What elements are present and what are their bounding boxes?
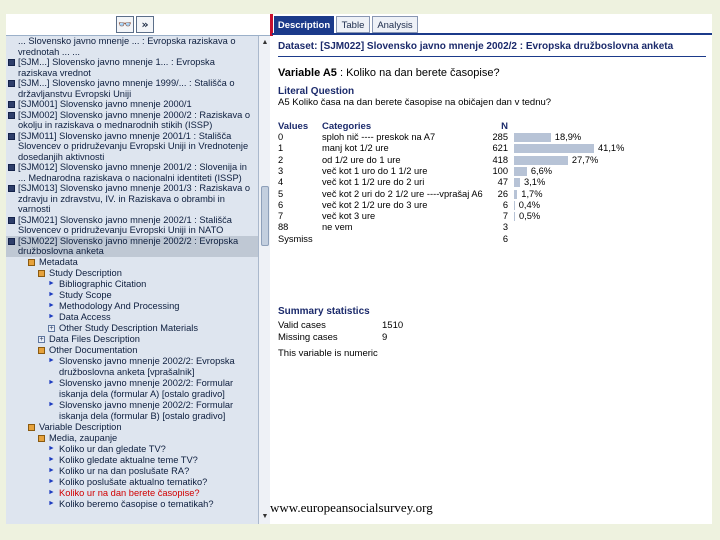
row-value: 0 (278, 132, 284, 142)
tree-node-label: Other Study Description Materials (59, 322, 198, 333)
arrow-icon: ► (48, 400, 55, 408)
row-value: 7 (278, 211, 284, 222)
tree-node[interactable] (6, 488, 258, 499)
folder-icon (38, 435, 45, 442)
row-percent: 18,9% (554, 132, 582, 142)
arrow-icon: ► (48, 301, 55, 309)
tree-study-label: [SJM...] Slovensko javno mnenje 1... : Evropska raziskava vrednot (18, 57, 215, 78)
row-value: 3 (278, 165, 284, 176)
tree-node-label: Koliko ur dan gledate TV? (59, 443, 166, 454)
tree-node-label: Methodology And Processing (59, 300, 180, 311)
arrow-icon: ► (48, 455, 55, 463)
tab-analysis[interactable]: Analysis (372, 16, 418, 33)
tree-node[interactable] (6, 433, 258, 444)
row-percent: 0,4% (518, 199, 540, 210)
row-n: 6 (502, 199, 508, 210)
literal-question-text: A5 Koliko časa na dan berete časopise na običajen dan v tednu? (278, 97, 552, 108)
folder-icon (38, 347, 45, 354)
row-category: manj kot 1/2 ure (322, 143, 389, 154)
study-grid-icon (8, 112, 15, 119)
arrow-icon: ► (48, 378, 55, 386)
row-n: 6 (502, 233, 508, 244)
tree-study-item[interactable] (6, 131, 258, 163)
tree-node[interactable] (6, 268, 258, 279)
tree-node-label: Study Scope (59, 289, 112, 300)
arrow-icon: ► (48, 312, 55, 320)
numeric-note: This variable is numeric (278, 348, 378, 359)
slide-right-band (712, 0, 720, 540)
study-grid-icon (8, 185, 15, 192)
header-categories: Categories (322, 121, 372, 132)
tree-node[interactable] (6, 422, 258, 433)
row-n: 47 (497, 177, 508, 188)
study-grid-icon (8, 238, 15, 245)
tree-node[interactable] (6, 334, 258, 345)
tree-node[interactable] (6, 499, 258, 510)
row-category: več kot 2 uri do 2 1/2 ure ----vprašaj A6 (322, 188, 483, 199)
variable-label: Variable A5 (278, 67, 337, 79)
scroll-down-arrow-icon[interactable]: ▼ (261, 513, 269, 520)
footer-url: www.europeansocialsurvey.org (270, 500, 433, 515)
scroll-up-arrow-icon[interactable]: ▲ (261, 39, 269, 46)
tab-underline (272, 33, 712, 35)
tree-node-label: Slovensko javno mnenje 2002/2: Formular (59, 399, 234, 410)
folder-icon (28, 259, 35, 266)
row-percent: 41,1% (598, 143, 625, 154)
frequency-bar (514, 133, 551, 142)
row-category: ne vem (322, 222, 353, 233)
literal-question-heading: Literal Question (278, 86, 355, 97)
row-category: več kot 1 uro do 1 1/2 ure (322, 165, 428, 176)
row-category: sploh nič ---- preskok na A7 (322, 132, 436, 142)
tree-node[interactable] (6, 312, 258, 323)
row-value: Sysmiss (278, 233, 313, 244)
tree-scrollbar[interactable] (258, 36, 270, 524)
tree-node[interactable] (6, 301, 258, 312)
study-grid-icon (8, 80, 15, 87)
tree-study-label: [SJM002] Slovensko javno mnenje 2000/2 : Raziskava o okolju in raziskava o mednarodnih stikih (ISSP) (18, 109, 251, 130)
frequency-row (278, 234, 708, 245)
tree-node-label: Koliko beremo časopise o tematikah? (59, 498, 214, 509)
frequency-row (278, 222, 708, 233)
arrow-icon: ► (48, 290, 55, 298)
frequency-bar (514, 156, 568, 165)
row-n: 285 (492, 132, 508, 142)
arrow-icon: ► (48, 356, 55, 364)
plus-icon[interactable]: + (39, 335, 44, 343)
frequency-bar (514, 167, 527, 176)
tree-node[interactable] (6, 466, 258, 477)
row-value: 1 (278, 143, 284, 154)
tree-study-label: [SJM021] Slovensko javno mnenje 2002/1 : Stališča Slovencev o pridruževanju Evropski Uniji in NATO (18, 214, 232, 235)
tree-study-item[interactable] (6, 162, 258, 183)
tree-study-item[interactable] (6, 215, 258, 236)
frequency-row (278, 200, 708, 211)
tree-study-label: ... Slovensko javno mnenje ... : Evropska raziskava o vrednotah ... ... (18, 36, 236, 57)
row-n: 7 (502, 211, 508, 222)
frequency-table-header (278, 121, 708, 132)
summary-label: Valid cases (278, 320, 326, 331)
study-list (6, 36, 258, 257)
row-n: 100 (492, 165, 508, 176)
frequency-bar (514, 212, 515, 221)
summary-row (278, 320, 478, 331)
tree-node-label: Koliko gledate aktualne teme TV? (59, 454, 198, 465)
plus-icon[interactable]: + (49, 324, 54, 332)
study-grid-icon (8, 101, 15, 108)
tree-node-label: Other Documentation (49, 344, 138, 355)
frequency-row (278, 132, 708, 143)
tree-node-label: Data Access (59, 311, 111, 322)
tree-node-label: Media, zaupanje (49, 432, 118, 443)
row-category: več kot 1 1/2 ure do 2 uri (322, 177, 425, 188)
tree-node-label: Koliko ur na dan poslušate RA? (59, 465, 190, 476)
arrow-icon: ► (48, 444, 55, 452)
binoculars-icon[interactable]: 👓 (116, 16, 134, 33)
arrow-icon: ► (48, 499, 55, 507)
tree-study-item[interactable] (6, 99, 258, 110)
summary-value: 9 (382, 332, 388, 343)
row-value: 5 (278, 188, 284, 199)
frequency-row (278, 143, 708, 154)
row-n: 621 (492, 143, 508, 154)
header-values: Values (278, 121, 309, 132)
frequency-bar (514, 201, 515, 210)
scroll-thumb[interactable] (261, 186, 269, 246)
tab-description[interactable]: Description (274, 16, 334, 33)
tree-node-label: iskanja dela (formular B) [ostalo gradivo] (59, 410, 226, 421)
study-grid-icon (8, 133, 15, 140)
tree-study-label: [SJM001] Slovensko javno mnenje 2000/1 (18, 99, 192, 109)
frequency-row (278, 177, 708, 188)
row-percent: 3,1% (524, 177, 546, 188)
tree-node[interactable] (6, 378, 258, 389)
tree-node[interactable] (6, 444, 258, 455)
row-n: 418 (492, 154, 508, 165)
tree-node-label: Koliko ur na dan berete časopise? (59, 487, 200, 498)
row-value: 88 (278, 222, 289, 233)
tree-study-item[interactable] (6, 183, 258, 215)
summary-row (278, 332, 478, 343)
study-grid-icon (8, 217, 15, 224)
folder-icon (28, 424, 35, 431)
study-tree-pane (6, 36, 258, 524)
tree-node[interactable] (6, 290, 258, 301)
arrow-icon: ► (48, 466, 55, 474)
frequency-row (278, 189, 708, 200)
tree-study-item[interactable] (6, 57, 258, 78)
row-category: več kot 3 ure (322, 211, 376, 222)
tree-study-label: [SJM...] Slovensko javno mnenje 1999/... : Stališča o državljanstvu Evropski Uniji (18, 78, 235, 99)
row-value: 4 (278, 177, 284, 188)
divider (278, 56, 706, 57)
row-n: 3 (502, 222, 508, 233)
variable-description-panel (274, 36, 712, 524)
tree-node-label: Data Files Description (49, 333, 140, 344)
dataset-title: Dataset: [SJM022] Slovensko javno mnenje 2002/2 : Evropska družboslovna anketa (278, 41, 674, 52)
tree-study-label: [SJM011] Slovensko javno mnenje 2001/1 : Stališča Slovencev o pridruževanju Evropski Uniji in Vrednotenje dosedanjih aktivnosti (18, 130, 249, 162)
tree-node-label: Slovensko javno mnenje 2002/2: Formular (59, 377, 234, 388)
tab-table[interactable]: Table (336, 16, 370, 33)
tree-node[interactable] (6, 367, 258, 378)
tree-study-label: [SJM013] Slovensko javno mnenje 2001/3 : Raziskava o zdravju in zdravstvu, IV. in Raziskava o obrambi in varnosti (18, 183, 251, 214)
tree-node[interactable] (6, 400, 258, 411)
frequency-row (278, 166, 708, 177)
tree-node-label: Metadata (39, 256, 78, 267)
tree-study-label: [SJM012] Slovensko javno mnenje 2001/2 : Slovenija in ... Mednarodna raziskava o nacionalni identiteti (ISSP) (18, 162, 247, 183)
tree-study-item[interactable] (6, 236, 258, 257)
tree-node[interactable] (6, 257, 258, 268)
row-value: 6 (278, 199, 284, 210)
tree-node-label: iskanja dela (formular A) [ostalo gradivo] (59, 388, 225, 399)
row-percent: 0,5% (518, 211, 541, 222)
arrow-icon: ► (48, 477, 55, 485)
row-percent: 6,6% (530, 165, 553, 176)
arrow-icon: ► (48, 279, 55, 287)
frequency-bar (514, 178, 520, 187)
summary-heading: Summary statistics (278, 306, 370, 317)
tree-node[interactable] (6, 411, 258, 422)
variable-title (278, 67, 500, 79)
row-percent: 1,7% (521, 188, 543, 199)
frequency-bar (514, 190, 517, 199)
slide-bottom-band (0, 524, 720, 540)
tree-node-label: Variable Description (39, 421, 122, 432)
study-grid-icon (8, 164, 15, 171)
tree-node-label: Study Description (49, 267, 122, 278)
folder-icon (38, 270, 45, 277)
frequency-row (278, 211, 708, 222)
tree-node[interactable] (6, 279, 258, 290)
tree-study-item[interactable] (6, 110, 258, 131)
header-n: N (501, 121, 508, 132)
tree-node-label: Slovensko javno mnenje 2002/2: Evropska (59, 355, 235, 366)
tree-node[interactable] (6, 345, 258, 356)
tree-study-item[interactable] (6, 36, 258, 57)
tree-node[interactable] (6, 323, 258, 334)
frequency-row (278, 155, 708, 166)
row-percent: 27,7% (571, 154, 599, 165)
tree-node[interactable] (6, 455, 258, 466)
tree-node-label: Bibliographic Citation (59, 278, 147, 289)
tree-node[interactable] (6, 477, 258, 488)
tree-node[interactable] (6, 356, 258, 367)
row-n: 26 (497, 188, 508, 199)
row-value: 2 (278, 154, 284, 165)
row-category: od 1/2 ure do 1 ure (322, 154, 401, 165)
row-category: več kot 2 1/2 ure do 3 ure (322, 199, 428, 210)
tree-node-label: Koliko poslušate aktualno tematiko? (59, 476, 208, 487)
tree-study-item[interactable] (6, 78, 258, 99)
tree-node-label: družboslovna anketa [vprašalnik] (59, 366, 195, 377)
study-grid-icon (8, 59, 15, 66)
summary-value: 1510 (382, 320, 404, 331)
study-node-tree (6, 257, 258, 510)
arrow-icon: ► (48, 488, 55, 496)
tree-toolbar (6, 14, 270, 36)
tree-study-label: [SJM022] Slovensko javno mnenje 2002/2 : Evropska družboslovna anketa (18, 235, 239, 256)
tree-node[interactable] (6, 389, 258, 400)
double-chevron-right-icon[interactable]: » (136, 16, 154, 33)
frequency-bar (514, 144, 594, 153)
summary-label: Missing cases (278, 332, 338, 343)
variable-question: : Koliko na dan berete časopise? (339, 67, 500, 79)
